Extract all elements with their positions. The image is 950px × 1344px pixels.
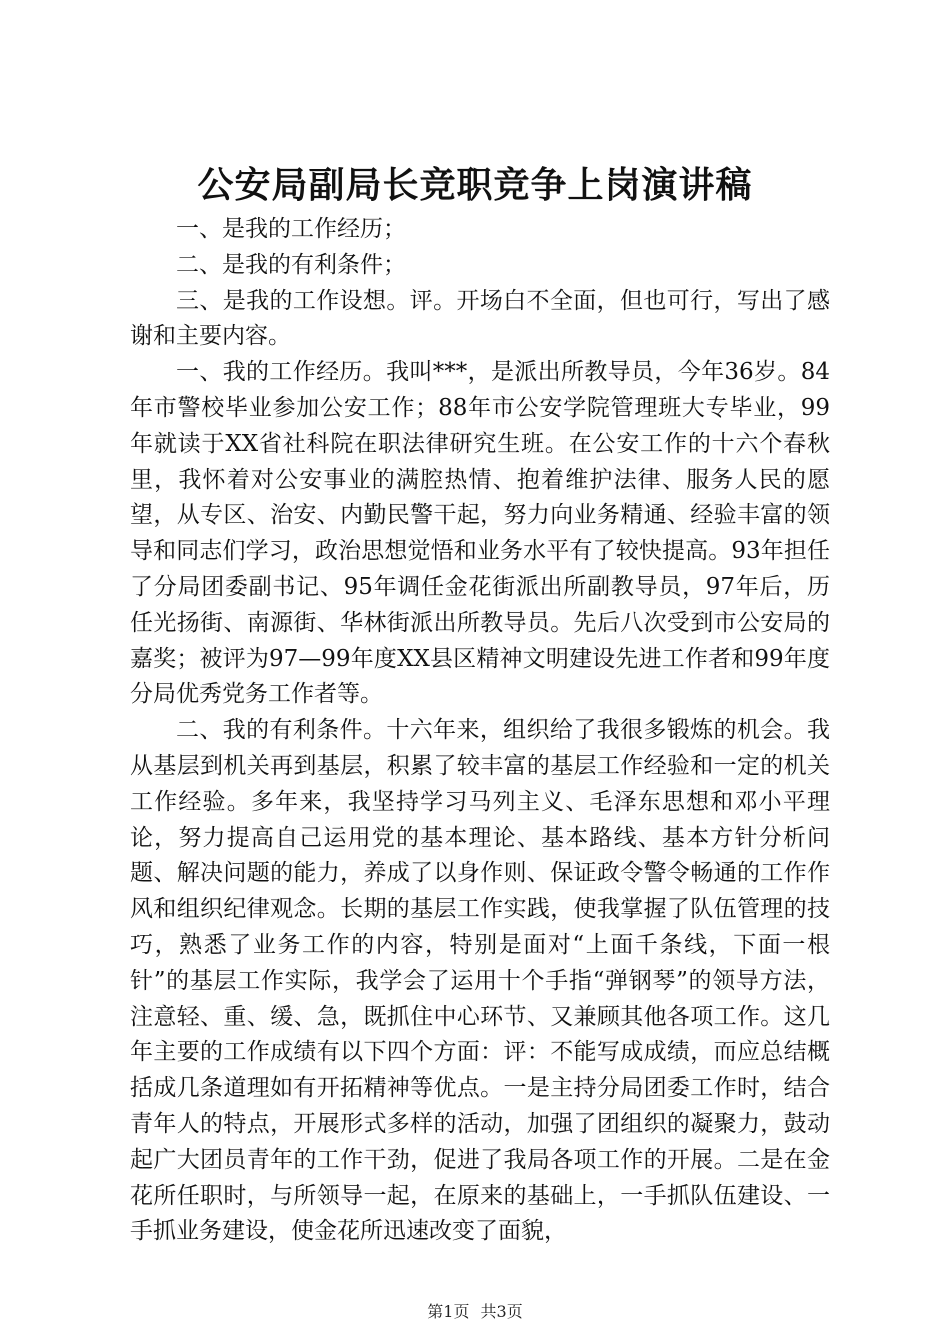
page-total: 共3页: [480, 1302, 523, 1321]
body-paragraph: 三、是我的工作设想。评。开场白不全面，但也可行，写出了感谢和主要内容。: [130, 287, 830, 350]
body-paragraph: 二、我的有利条件。十六年来，组织给了我很多锻炼的机会。我从基层到机关再到基层，积累了较丰富的基层工作经验和一定的机关工作经验。多年来，我坚持学习马列主义、毛泽东思想和邓小平理论，努力提高自己运用党的基本理论、基本路线、基本方针分析问题、解决问题的能力，养成了以身作则、保证政令警令畅通的工作作风和组织纪律观念。长期的基层工作实践，使我掌握了队伍管理的技巧，熟悉了业务工作的内容，特别是面对“上面千条线，下面一根针”的基层工作实际，我学会了运用十个手指“弹钢琴”的领导方法，注意轻、重、缓、急，既抓住中心环节、又兼顾其他各项工作。这几年主要的工作成绩有以下四个方面：评：不能写成成绩，而应总结概括成几条道理如有开拓精神等优点。一是主持分局团委工作时，结合青年人的特点，开展形式多样的活动，加强了团组织的凝聚力，鼓动起广大团员青年的工作干劲，促进了我局各项工作的开展。二是在金花所任职时，与所领导一起，在原来的基础上，一手抓队伍建设、一手抓业务建设，使金花所迅速改变了面貌，: [130, 717, 830, 1245]
page-number: 第1页: [427, 1302, 470, 1321]
body-paragraph: 二、是我的有利条件；: [176, 251, 406, 278]
document-title: 公安局副局长竞职竞争上岗演讲稿: [197, 164, 753, 206]
page-footer: [0, 1300, 950, 1324]
body-paragraph: 一、我的工作经历。我叫***，是派出所教导员，今年36岁。84年市警校毕业参加公安工作；88年市公安学院管理班大专毕业，99年就读于XX省社科院在职法律研究生班。在公安工作的十六个春秋里，我怀着对公安事业的满腔热情、抱着维护法律、服务人民的愿望，从专区、治安、内勤民警干起，努力向业务精通、经验丰富的领导和同志们学习，政治思想觉悟和业务水平有了较快提高。93年担任了分局团委副书记、95年调任金花街派出所副教导员，97年后，历任光扬街、南源街、华林街派出所教导员。先后八次受到市公安局的嘉奖；被评为97—99年度XX县区精神文明建设先进工作者和99年度分局优秀党务工作者等。: [130, 359, 830, 708]
body-paragraph: 一、是我的工作经历；: [176, 216, 406, 242]
document-body: [130, 212, 830, 1250]
